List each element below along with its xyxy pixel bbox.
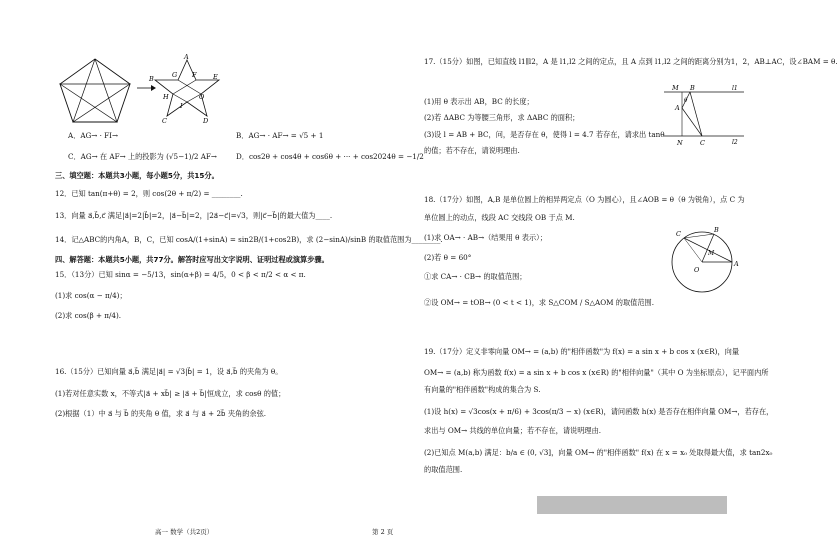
question-18-part-2: (2)若 θ = 60° (424, 253, 472, 262)
label-A: A (734, 260, 739, 268)
question-18-part-2-i: ①求 CA→ · CB→ 的取值范围； (424, 272, 527, 281)
label-theta: θ (684, 98, 688, 104)
question-15-part-2: (2)求 cos(β + π/4). (55, 311, 122, 320)
label-M: M (708, 250, 715, 257)
label-M: M (672, 84, 679, 92)
question-17-part-3: (3)设 l = AB + BC，问，是否存在 θ，使得 l = 4.7 若存在，请求出 tanθ (424, 130, 665, 139)
label-B: B (690, 84, 695, 92)
unit-circle-figure (664, 222, 744, 298)
question-17: 17.（15分）如图，已知直线 l1∥l2，A 是 l1,l2 之间的定点，且 A 点到 l1,l2 之间的距离分别为1，2，AB⊥AC，设∠BAM = θ. (424, 57, 838, 66)
question-19-part-1: (1)设 h(x) = √3cos(x + π/6) + 3cos(π/3 − x) (x∈R)，请问函数 h(x) 是否存在相伴向量 OM→，若存在， (424, 407, 774, 416)
choice-c: C．AG→ 在 AF→ 上的投影为 (√5−1)/2 AF→ (68, 152, 217, 161)
question-15: 15．（13分）已知 sinα = −5/13，sin(α+β) = 4/5，0 < β < π/2 < α < π. (55, 270, 306, 279)
question-18-cont: 单位圆上的动点，线段 AC 交线段 OB 于点 M. (424, 213, 575, 222)
gray-footer-box (537, 496, 727, 514)
question-19-part-2-cont: 的取值范围. (424, 465, 463, 474)
question-17-part-1: (1)用 θ 表示出 AB，BC 的长度； (424, 97, 534, 106)
question-14: 14．记△ABC的内角A，B，C，已知 cosA/(1+sinA) = sin2B/(1+cos2B)，求 (2−sinA)/sinB 的取值范围为________. (55, 235, 443, 244)
question-16: 16.（15分）已知向量 a⃗,b⃗ 满足|a⃗| = √3|b⃗| = 1，设 a⃗,b⃗ 的夹角为 θ。 (55, 367, 283, 376)
label-B: B (149, 75, 154, 83)
question-19: 19.（17分）定义非零向量 OM→ = (a,b) 的"相伴函数"为 f(x) = a sin x + b cos x (x∈R)，向量 (424, 347, 740, 356)
question-19-part-2: (2)已知点 M(a,b) 满足：b/a ∈ (0, √3]，向量 OM→ 的"相伴函数" f(x) 在 x = x₀ 处取得最大值，求 tan2x₀ (424, 448, 773, 457)
question-16-part-1: (1)若对任意实数 x，不等式|a⃗ + xb⃗| ≥ |a⃗ + b⃗|恒成立，求 cosθ 的值； (55, 389, 286, 398)
section-solutions-heading: 四、解答题：本题共5小题，共77分。解答时应写出文字说明、证明过程或演算步骤。 (55, 255, 329, 264)
label-A: A (184, 53, 189, 61)
question-16-part-2: (2)根据（1）中 a⃗ 与 b⃗ 的夹角 θ 值，求 a⃗ 与 a⃗ + 2b⃗ 夹角的余弦. (55, 409, 267, 418)
label-E: E (213, 73, 218, 81)
label-F: F (192, 71, 197, 79)
question-17-part-3-cont: 的值；若不存在，请说明理由. (424, 146, 520, 155)
question-19-part-1-cont: 求出与 OM→ 共线的单位向量；若不存在，请说明理由. (424, 426, 602, 435)
label-C: C (676, 230, 681, 238)
question-12: 12．已知 tan(π+θ) = 2，则 cos(2θ + π/2) = ________. (55, 189, 243, 198)
label-l1: l1 (732, 85, 738, 92)
parallel-lines-figure (662, 82, 752, 146)
section-fill-in-heading: 三、填空题：本题共3小题，每小题5分，共15分。 (55, 171, 219, 180)
question-17-part-2: (2)若 ΔABC 为等腰三角形，求 ΔABC 的面积； (424, 113, 580, 122)
choice-a: A．AG→ · FI→ (68, 131, 119, 140)
question-18: 18.（17分）如图，A,B 是单位圆上的相异两定点（O 为圆心），且∠AOB = θ（θ 为锐角），点 C 为 (424, 195, 745, 204)
label-O: O (199, 93, 205, 101)
choice-b: B．AG→ · AF→ = √5 + 1 (236, 131, 324, 140)
label-A: A (675, 104, 680, 112)
right-footer-page-number: 第 2 页 (372, 528, 394, 536)
question-18-part-2-ii: ②设 OM→ = tOB→ (0 < t < 1)，求 S△COM / S△AOM 的取值范围. (424, 298, 654, 307)
question-19-cont-2: 有向量的"相伴函数"构成的集合为 S. (424, 385, 541, 394)
question-19-cont-1: OM→ = (a,b) 称为函数 f(x) = a sin x + b cos x (x∈R) 的"相伴向量"（其中 O 为坐标原点），记平面内所 (424, 368, 769, 377)
label-B: B (714, 226, 719, 234)
choice-d: D．cos2θ + cos4θ + cos6θ + ··· + cos2024θ = −1/2 (236, 152, 424, 161)
label-l2: l2 (732, 139, 738, 146)
left-footer: 高一 数学（共2页） (155, 528, 214, 536)
label-C: C (700, 139, 705, 147)
label-I: I (180, 102, 183, 110)
question-13: 13．向量 a⃗,b⃗,c⃗ 满足|a⃗|=2|b⃗|=2，|a⃗−b⃗|=2，|2a⃗−c⃗|=√3，则|c⃗−b⃗|的最大值为____. (55, 211, 333, 220)
question-15-part-1: (1)求 cos(α − π/4)； (55, 291, 127, 300)
label-O: O (694, 266, 700, 274)
label-G: G (172, 71, 178, 79)
label-H: H (163, 93, 169, 101)
label-D: D (203, 117, 209, 125)
label-C: C (162, 117, 167, 125)
question-18-part-1: (1)求 OA→ · AB→（结果用 θ 表示）； (424, 233, 547, 242)
pentagon-star-figure (55, 53, 230, 125)
label-N: N (677, 139, 683, 147)
